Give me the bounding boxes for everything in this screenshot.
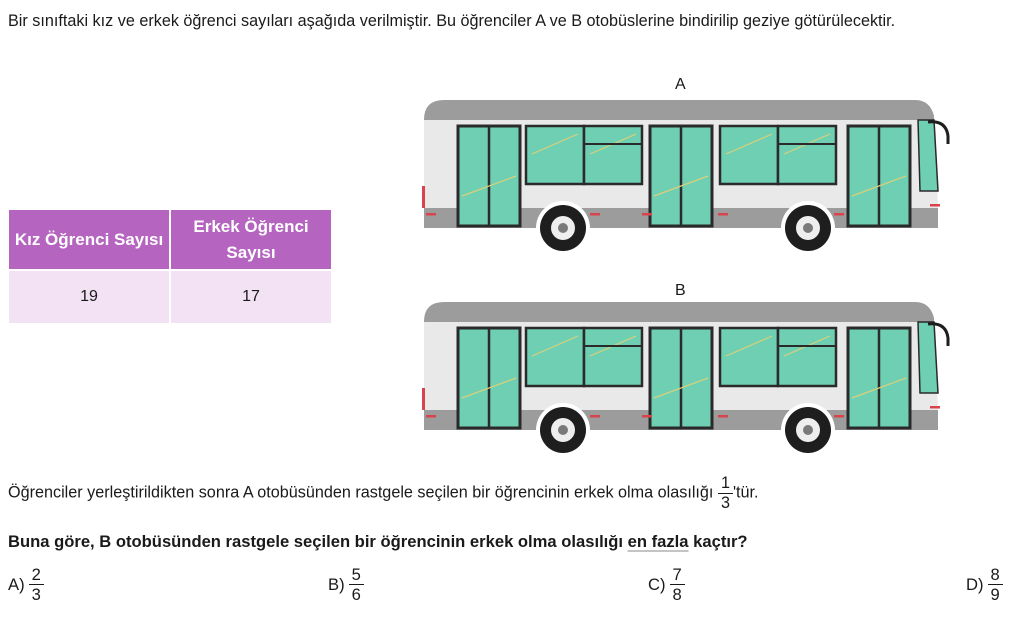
wheel-cap xyxy=(803,223,813,233)
question-suffix: kaçtır? xyxy=(693,532,748,551)
fraction-denominator: 6 xyxy=(351,585,361,605)
bus-roof xyxy=(424,302,934,322)
marker-light xyxy=(834,213,844,216)
choice-letter: C) xyxy=(648,574,666,594)
windshield xyxy=(918,322,938,393)
wheel-cap xyxy=(803,425,813,435)
tail-light xyxy=(422,186,425,208)
statement-text: Öğrenciler yerleştirildikten sonra A otobüsünden rastgele seçilen bir öğrencinin erkek olma olasılığı xyxy=(8,483,714,502)
bus-b-label: B xyxy=(675,282,686,299)
header-boys: Erkek Öğrenci Sayısı xyxy=(170,210,331,270)
fraction-denominator: 3 xyxy=(31,585,41,605)
fraction-numerator: 7 xyxy=(670,565,685,585)
statement-fraction xyxy=(718,474,733,512)
fraction-denominator: 3 xyxy=(720,493,730,512)
intro-text: Bir sınıftaki kız ve erkek öğrenci sayıları aşağıda verilmiştir. Bu öğrenciler A ve B otobüslerine bindirilip geziye götürülecektir. xyxy=(8,12,896,30)
fraction-numerator: 5 xyxy=(349,565,364,585)
student-count-table xyxy=(9,210,331,323)
windshield xyxy=(918,120,938,191)
question-body: Buna göre, B otobüsünden rastgele seçilen bir öğrencinin erkek olma olasılığı xyxy=(8,532,624,551)
value-girls: 19 xyxy=(9,270,170,323)
marker-light xyxy=(930,406,940,409)
statement-suffix: 'tür. xyxy=(732,483,759,502)
tail-light xyxy=(422,388,425,410)
choice-a[interactable] xyxy=(8,565,44,604)
marker-light xyxy=(642,213,652,216)
choice-fraction xyxy=(988,565,1003,604)
marker-light xyxy=(426,213,436,216)
marker-light xyxy=(834,415,844,418)
header-girls: Kız Öğrenci Sayısı xyxy=(9,210,170,270)
bus-a-label: A xyxy=(675,76,686,93)
bus-a-illustration xyxy=(420,96,955,256)
fraction-numerator: 2 xyxy=(29,565,44,585)
fraction-numerator: 1 xyxy=(718,474,733,494)
fraction-numerator: 8 xyxy=(988,565,1003,585)
fraction-denominator: 9 xyxy=(990,585,1000,605)
wheel-cap xyxy=(558,425,568,435)
bus-roof xyxy=(424,100,934,120)
question-text xyxy=(8,532,748,552)
bus-b-illustration xyxy=(420,298,955,458)
marker-light xyxy=(426,415,436,418)
marker-light xyxy=(590,213,600,216)
choice-letter: A) xyxy=(8,574,25,594)
question-emphasis: en fazla xyxy=(627,532,689,551)
value-boys: 17 xyxy=(170,270,331,323)
choice-fraction xyxy=(349,565,364,604)
choice-letter: B) xyxy=(328,574,345,594)
marker-light xyxy=(642,415,652,418)
marker-light xyxy=(590,415,600,418)
choice-d[interactable] xyxy=(966,565,1003,604)
choice-fraction xyxy=(29,565,44,604)
choice-b[interactable] xyxy=(328,565,364,604)
given-statement xyxy=(8,474,759,512)
marker-light xyxy=(930,204,940,207)
fraction-denominator: 8 xyxy=(672,585,682,605)
marker-light xyxy=(718,415,728,418)
wheel-cap xyxy=(558,223,568,233)
choice-letter: D) xyxy=(966,574,984,594)
choice-c[interactable] xyxy=(648,565,685,604)
marker-light xyxy=(718,213,728,216)
choice-fraction xyxy=(670,565,685,604)
